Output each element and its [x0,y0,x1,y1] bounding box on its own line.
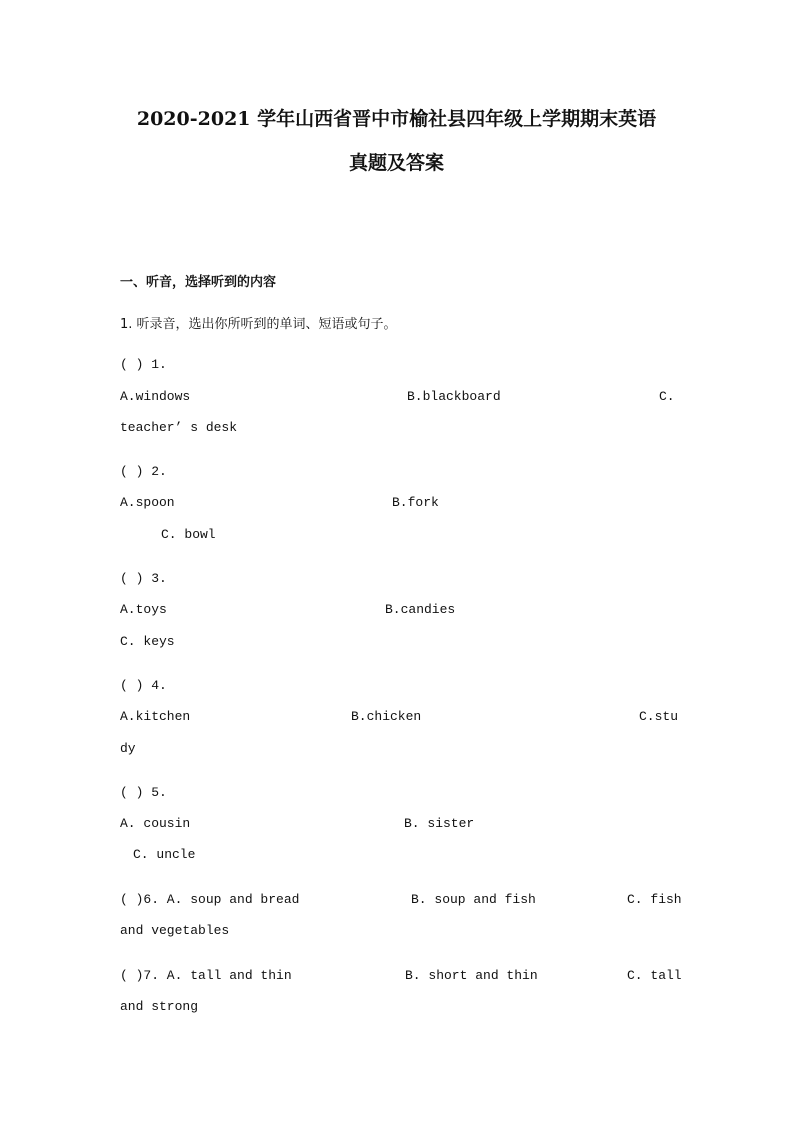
question-4-label: ( ) 4. [120,678,167,693]
instruction-text: 1. 听录音，选出你所听到的单词、短语或句子。 [120,317,397,332]
question-1-option-c-start: C. [659,389,675,404]
question-5-label: ( ) 5. [120,785,167,800]
question-2-label: ( ) 2. [120,464,167,479]
question-3-option-b: B.candies [385,602,456,617]
question-3-label: ( ) 3. [120,571,167,586]
section-heading: 一、听音，选择听到的内容 [120,275,277,290]
question-3-option-a: A.toys [120,602,167,617]
question-4-option-c-continued: dy [120,741,136,756]
question-5-option-b: B. sister [404,816,475,831]
question-6-option-c-start: C. fish [627,892,682,907]
question-5-option-a: A. cousin [120,816,191,831]
question-7-option-c-continued: and strong [120,999,199,1014]
document-title-line-1: 2020-2021 学年山西省晋中市榆社县四年级上学期期末英语 [136,108,657,130]
question-2-option-a: A.spoon [120,495,175,510]
question-7-option-c-start: C. tall [627,968,682,983]
question-4-option-c-start: C.stu [639,709,679,724]
question-2-option-b: B.fork [392,495,439,510]
question-7-label-and-option-a: ( )7. A. tall and thin [120,968,292,983]
question-6-option-b: B. soup and fish [411,892,536,907]
question-1-option-c-continued: teacher’ s desk [120,420,238,435]
document-title-line-2: 真题及答案 [348,152,444,174]
question-1-option-b: B.blackboard [407,389,501,404]
question-6-label-and-option-a: ( )6. A. soup and bread [120,892,300,907]
question-6-option-c-continued: and vegetables [120,923,230,938]
question-4-option-a: A.kitchen [120,709,191,724]
question-3-option-c: C. keys [120,634,175,649]
question-4-option-b: B.chicken [351,709,422,724]
question-2-option-c: C. bowl [161,527,216,542]
question-1-option-a: A.windows [120,389,191,404]
question-1-label: ( ) 1. [120,357,167,372]
question-7-option-b: B. short and thin [405,968,538,983]
question-5-option-c: C. uncle [133,847,196,862]
